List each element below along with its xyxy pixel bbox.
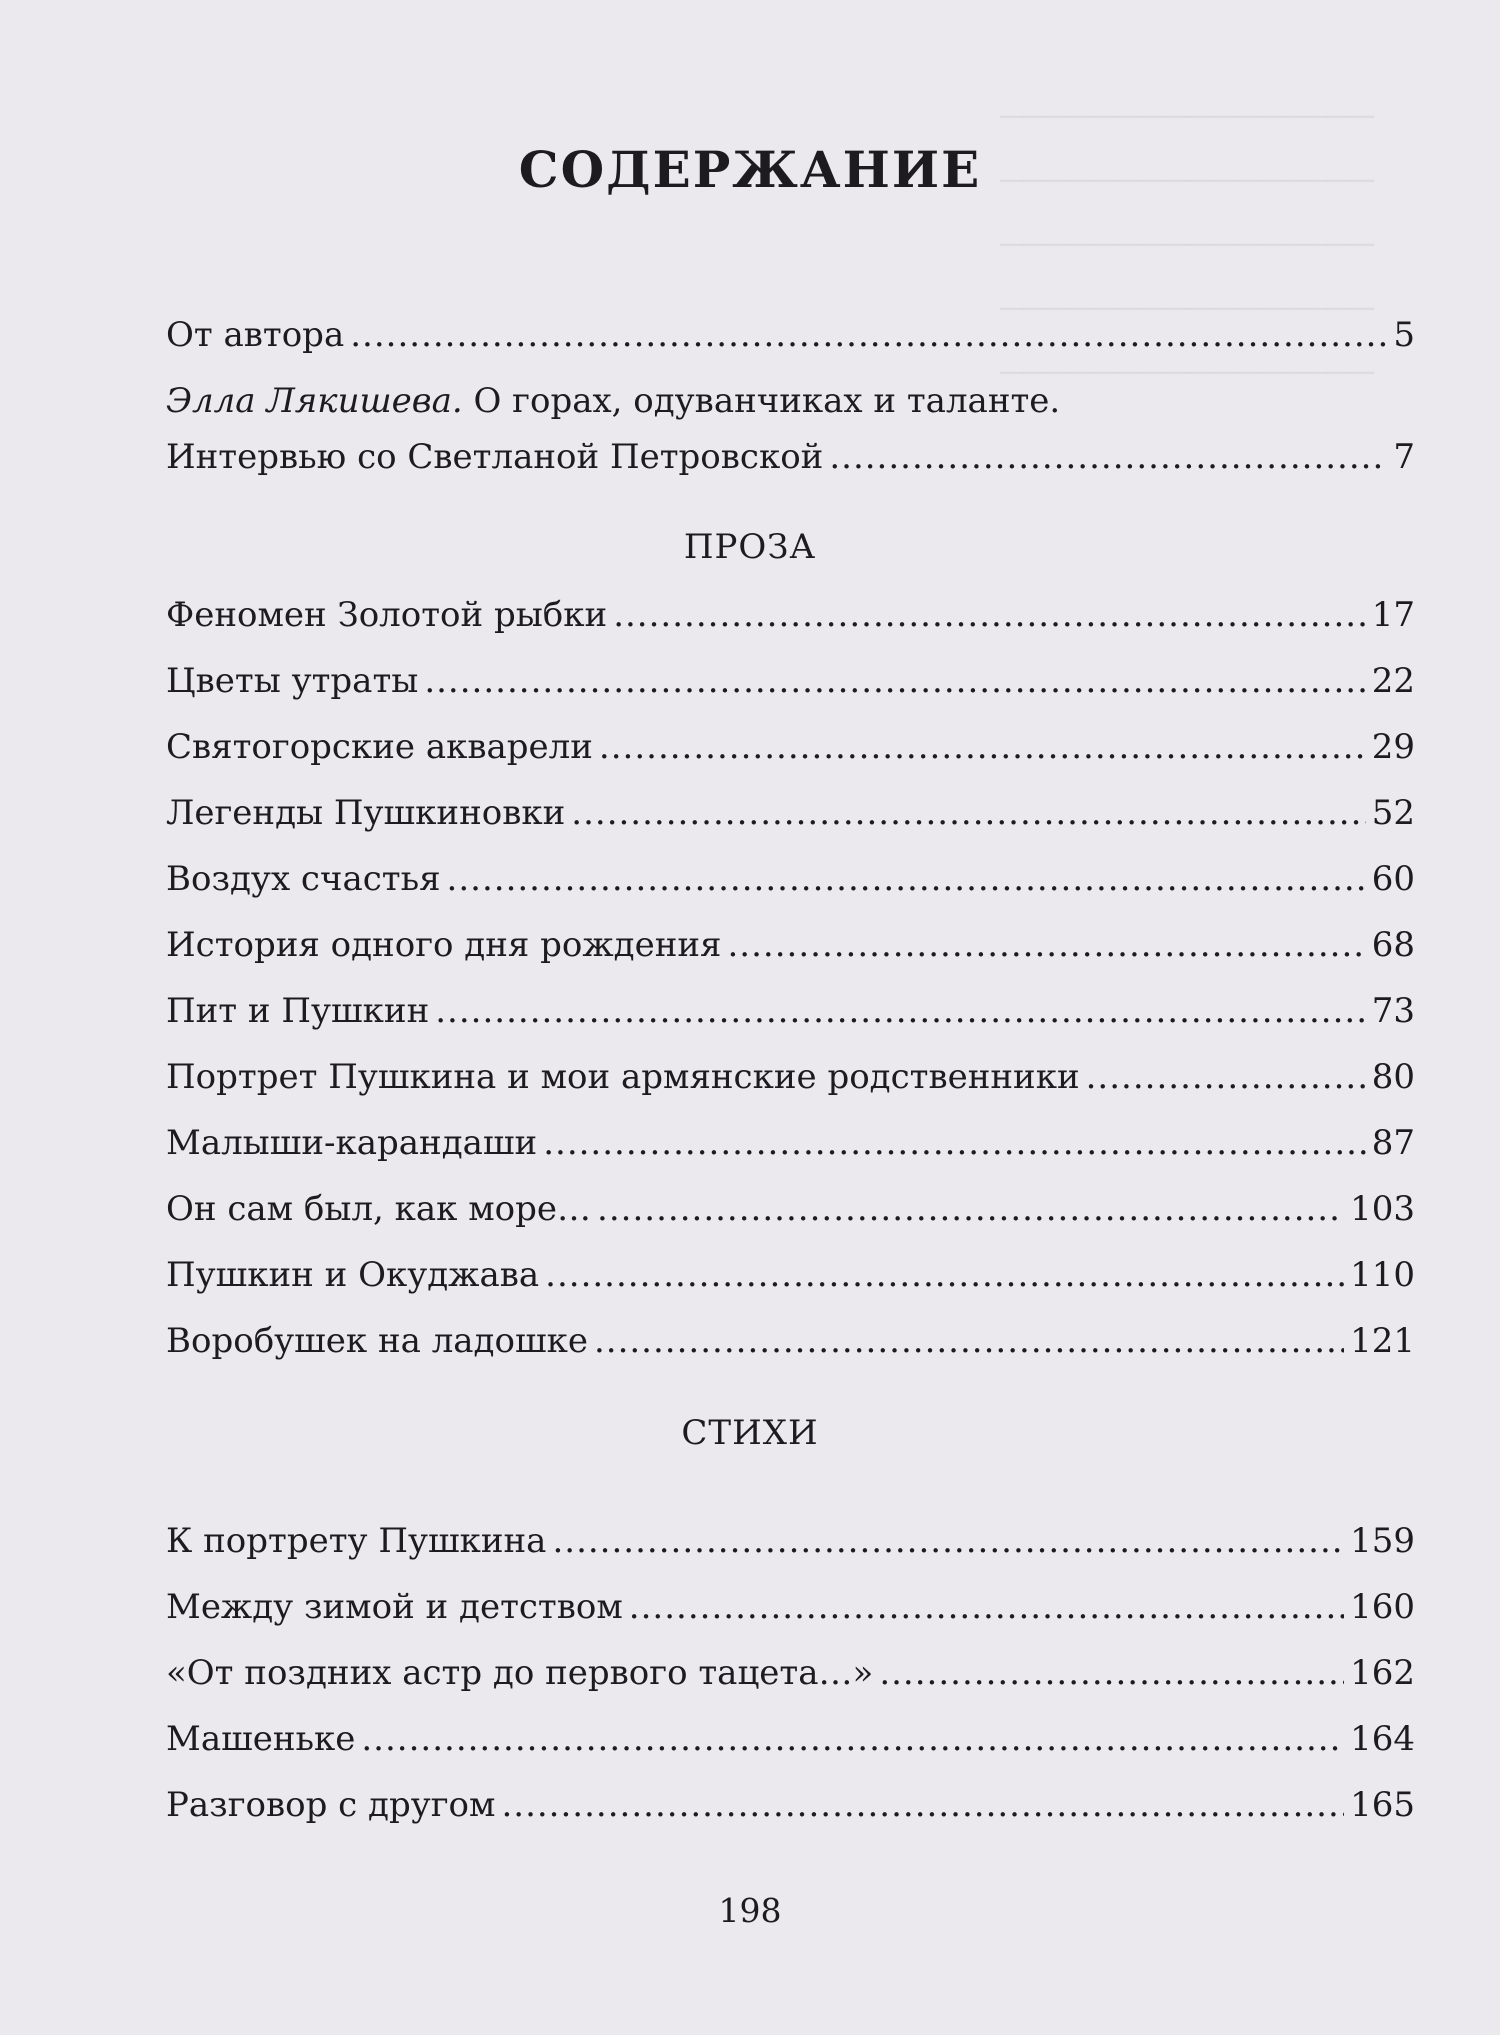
dot-leader [571,788,1365,838]
dot-leader [829,432,1387,482]
toc-entry-title: «От поздних астр до первого тацета…» [166,1653,874,1693]
toc-entry-page: 160 [1350,1587,1415,1627]
toc-entry-title: Между зимой и детством [166,1587,623,1627]
dot-leader [543,1118,1366,1168]
toc-entry-page: 68 [1371,925,1415,965]
toc-entry [166,986,1415,1036]
dot-leader [350,310,1387,360]
toc-entry-title: Пушкин и Окуджава [166,1255,540,1295]
page-number: 198 [718,1891,782,1930]
toc-entry-page: 52 [1371,793,1415,833]
toc-entry-page: 110 [1350,1255,1415,1295]
section-label-poems: СТИХИ [681,1413,819,1453]
toc-entry-title: История одного дня рождения [166,925,722,965]
toc-entry-title: Он сам был, как море… [166,1189,592,1229]
toc-entry [166,1316,1415,1366]
toc-entry [166,722,1415,772]
essay-title-part1: О горах, одуванчиках и таланте. [462,381,1061,421]
toc-entry-page: 162 [1350,1653,1415,1693]
dot-leader [629,1582,1344,1632]
toc-entry [166,1780,1415,1830]
toc-entry [166,1118,1415,1168]
toc-entry-page: 22 [1371,661,1415,701]
toc-entry-title: Воробушек на ладошке [166,1321,588,1361]
dot-leader [361,1714,1344,1764]
toc-entry-page: 7 [1393,437,1415,477]
toc-entry-title: От автора [166,315,345,355]
toc-entry-page: 80 [1371,1057,1415,1097]
toc-entry-page: 5 [1393,315,1415,355]
dot-leader [447,854,1366,904]
contents-heading: СОДЕРЖАНИЕ [518,140,982,199]
bleed-through-texture: ──────────────── ──────────────── ──────────────── ──────────────── ──────────────── [1000,99,1375,391]
toc-entry-title: Разговор с другом [166,1785,496,1825]
toc-entry-page: 87 [1371,1123,1415,1163]
toc-entry-title: Портрет Пушкина и мои армянские родственники [166,1057,1080,1097]
toc-entry-page: 60 [1371,859,1415,899]
toc-entry-title: Святогорские акварели [166,727,593,767]
toc-entry [166,1516,1415,1566]
toc-entry [166,788,1415,838]
toc-entry-page: 73 [1371,991,1415,1031]
toc-entry-page: 164 [1350,1719,1415,1759]
toc-entry-title: Цветы утраты [166,661,419,701]
dot-leader [879,1648,1344,1698]
dot-leader [1086,1052,1366,1102]
dot-leader [545,1250,1344,1300]
dot-leader [599,722,1366,772]
toc-entry-title: Феномен Золотой рыбки [166,595,608,635]
toc-entry [166,656,1415,706]
toc-entry-page: 103 [1350,1189,1415,1229]
toc-entry [166,590,1415,640]
toc-entry-title: Легенды Пушкиновки [166,793,566,833]
dot-leader [435,986,1366,1036]
dot-leader [501,1780,1344,1830]
toc-entry-title: Пит и Пушкин [166,991,430,1031]
essay-author: Элла Лякишева. [166,381,463,421]
toc-entry [166,1648,1415,1698]
toc-entry [166,432,1415,482]
section-label-prose: ПРОЗА [683,527,817,567]
essay-title-part2: Интервью со Светланой Петровской [166,437,824,477]
dot-leader [727,920,1365,970]
toc-entry-page: 29 [1371,727,1415,767]
toc-entry [166,1184,1415,1234]
toc-entry [166,1582,1415,1632]
dot-leader [597,1184,1344,1234]
toc-entry-title: К портрету Пушкина [166,1521,547,1561]
dot-leader [594,1316,1344,1366]
toc-entry [166,920,1415,970]
dot-leader [613,590,1366,640]
toc-entry [166,854,1415,904]
toc-entry-page: 165 [1350,1785,1415,1825]
toc-entry-title: Машеньке [166,1719,356,1759]
toc-entry [166,1714,1415,1764]
toc-entry [166,1250,1415,1300]
toc-entry-essay-line1 [166,376,1415,426]
toc-entry [166,1052,1415,1102]
toc-entry-title: Воздух счастья [166,859,441,899]
toc-entry-page: 17 [1371,595,1415,635]
dot-leader [424,656,1365,706]
toc-entry [166,310,1415,360]
dot-leader [552,1516,1344,1566]
toc-entry-page: 121 [1350,1321,1415,1361]
toc-entry-page: 159 [1350,1521,1415,1561]
toc-entry-title: Малыши-карандаши [166,1123,538,1163]
